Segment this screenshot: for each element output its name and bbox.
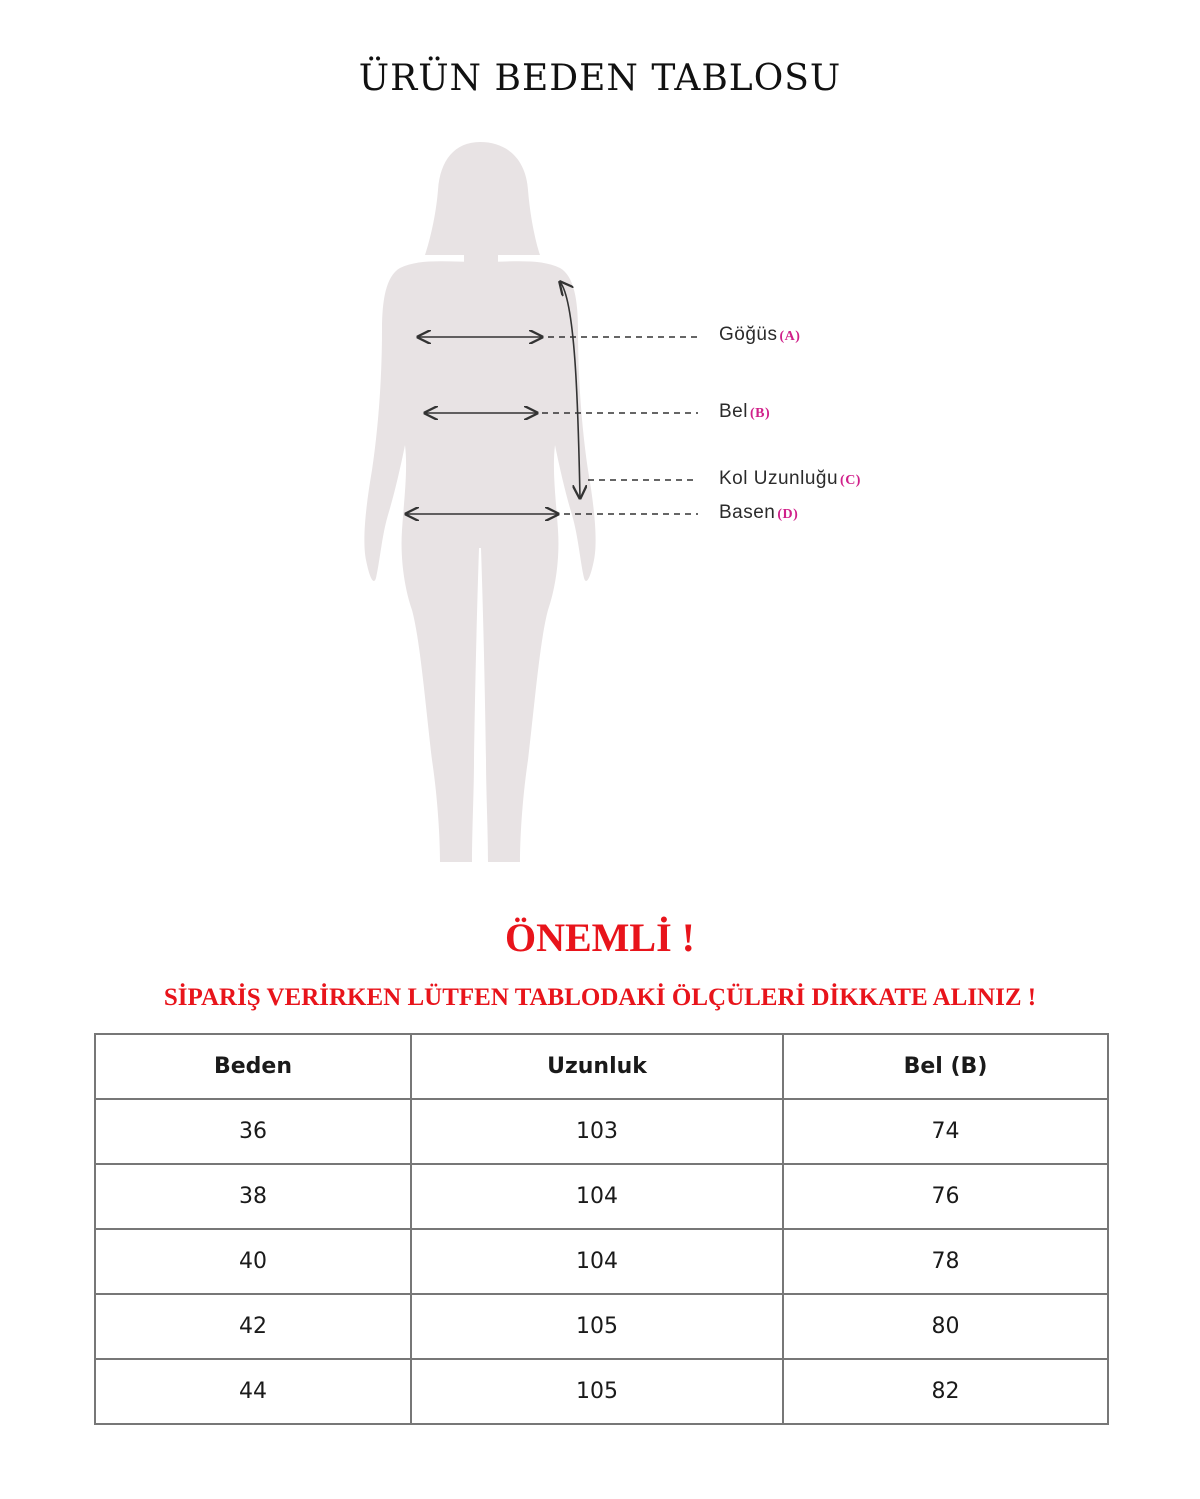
warning-message: SİPARİŞ VERİRKEN LÜTFEN TABLODAKİ ÖLÇÜLERİ DİKKATE ALINIZ ! [163, 984, 1037, 1011]
measurement-label-chest [719, 324, 800, 346]
header-beden: Beden [95, 1034, 411, 1099]
table-row [95, 1294, 1108, 1359]
woman-silhouette [364, 142, 595, 862]
cell-bel: 82 [783, 1359, 1108, 1424]
measurement-label-hip [719, 502, 798, 524]
table-header-row [95, 1034, 1108, 1099]
cell-bel: 76 [783, 1164, 1108, 1229]
table-row [95, 1229, 1108, 1294]
cell-uzunluk: 104 [411, 1229, 783, 1294]
size-table [94, 1033, 1109, 1425]
measurement-label-sleeve [719, 468, 861, 490]
cell-uzunluk: 105 [411, 1294, 783, 1359]
cell-beden: 42 [95, 1294, 411, 1359]
cell-beden: 40 [95, 1229, 411, 1294]
cell-beden: 36 [95, 1099, 411, 1164]
measurement-name: Basen [719, 502, 776, 523]
measurement-name: Bel [719, 401, 748, 422]
measurement-label-waist [719, 401, 770, 423]
cell-uzunluk: 104 [411, 1164, 783, 1229]
cell-bel: 78 [783, 1229, 1108, 1294]
measurement-code: (C) [840, 473, 861, 488]
table-row [95, 1359, 1108, 1424]
table-row [95, 1164, 1108, 1229]
page-title: ÜRÜN BEDEN TABLOSU [358, 58, 842, 99]
measurement-code: (A) [779, 329, 801, 344]
measurement-code: (B) [749, 406, 771, 421]
measurement-code: (D) [777, 507, 799, 522]
cell-uzunluk: 103 [411, 1099, 783, 1164]
cell-uzunluk: 105 [411, 1359, 783, 1424]
cell-bel: 74 [783, 1099, 1108, 1164]
cell-beden: 44 [95, 1359, 411, 1424]
cell-bel: 80 [783, 1294, 1108, 1359]
measurement-name: Göğüs [719, 324, 778, 345]
measurement-name: Kol Uzunluğu [719, 468, 839, 489]
table-row [95, 1099, 1108, 1164]
cell-beden: 38 [95, 1164, 411, 1229]
header-uzunluk: Uzunluk [411, 1034, 783, 1099]
important-heading: ÖNEMLİ ! [505, 915, 695, 960]
header-bel: Bel (B) [783, 1034, 1108, 1099]
